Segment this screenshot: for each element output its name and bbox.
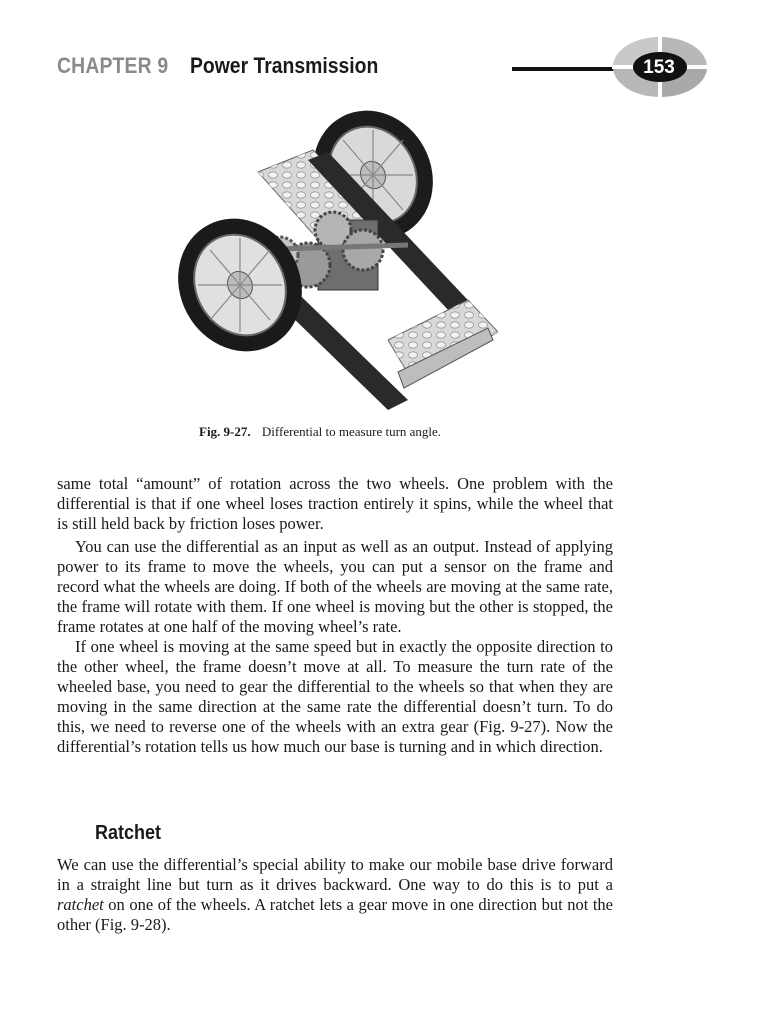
chapter-label: CHAPTER 9 bbox=[57, 53, 169, 78]
page-header bbox=[0, 0, 762, 110]
ratchet-emphasis: ratchet bbox=[57, 895, 104, 915]
chapter-title: Power Transmission bbox=[190, 53, 379, 78]
page-number: 153 bbox=[643, 57, 675, 78]
front-left-wheel bbox=[168, 197, 325, 373]
paragraph-1: same total “amount” of rotation across the two wheels. One problem with the differential is that if one wheel loses traction entirely it spins, while the wheel that is still held back by friction loses power. bbox=[57, 474, 613, 534]
paragraph-2: You can use the differential as an input as well as an output. Instead of applying power to its frame to move the wheels, you can put a sensor on the frame and record what the wheels are doing. If both of the wheels are moving at the same rate, the frame will rotate with them. If one wheel is moving but the other is stopped, the frame rotates at one half of the moving wheel’s rate. bbox=[57, 537, 613, 637]
section-heading-ratchet: Ratchet bbox=[95, 822, 162, 844]
differential-figure-image bbox=[168, 100, 498, 412]
paragraph-3: If one wheel is moving at the same speed but in exactly the opposite direction to the other wheel, the frame doesn’t move at all. To measure the turn rate of the wheeled base, you need to gear the differential to the wheels so that when they are moving in the same direction at the same rate the differential doesn’t turn. To do this, we need to reverse one of the wheels with an extra gear (Fig. 9-27). Now the differential’s rotation tells us how much our base is turning and in which direction. bbox=[57, 637, 613, 757]
figure-label: Fig. 9-27. bbox=[199, 424, 251, 439]
ratchet-text-after: on one of the wheels. A ratchet lets a gear move in one direction but not the other (Fig. 9-28). bbox=[57, 895, 614, 935]
figure-caption bbox=[199, 424, 441, 440]
ratchet-text-before: We can use the differential’s special ability to make our mobile base drive forward in a straight line but turn as it drives backward. One way to do this is to put a bbox=[57, 855, 613, 895]
paragraph-ratchet bbox=[57, 855, 613, 935]
header-rule bbox=[512, 67, 624, 71]
figure-caption-text: Differential to measure turn angle. bbox=[261, 424, 442, 439]
